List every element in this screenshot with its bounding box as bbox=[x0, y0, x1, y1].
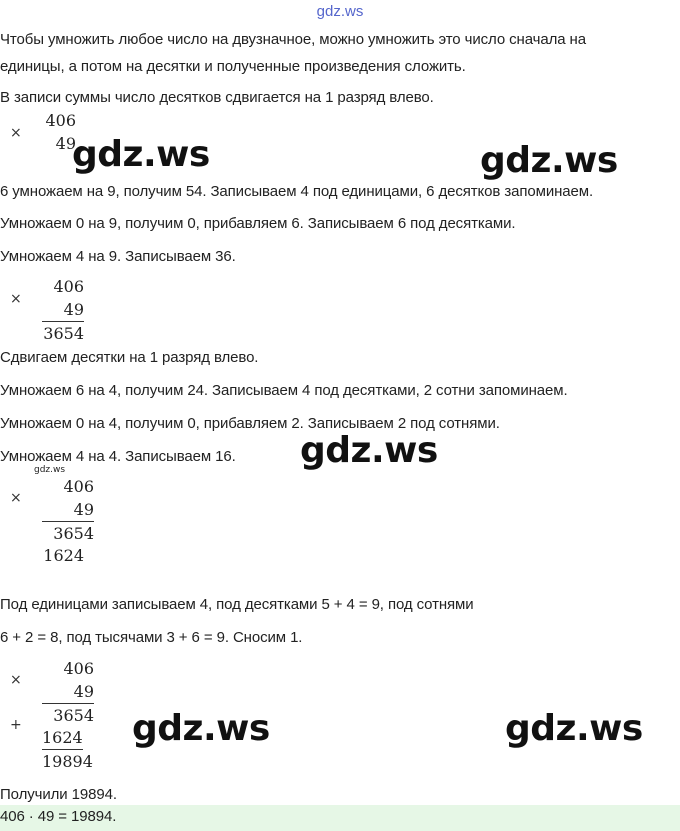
site-title[interactable]: gdz.ws bbox=[316, 3, 364, 20]
step1-line-1: 6 умножаем на 9, получим 54. Записываем 4 под единицами, 6 десятков запоминаем. bbox=[0, 183, 594, 200]
answer: 406 · 49 = 19894. bbox=[0, 808, 117, 825]
partial-product-1: 3654 bbox=[43, 324, 84, 343]
step3-line-1: Под единицами записываем 4, под десятками 5 + 4 = 9, под сотнями bbox=[0, 596, 474, 613]
multiplier: 49 bbox=[55, 134, 76, 153]
times-sign: × bbox=[10, 291, 22, 307]
multiplier: 49 bbox=[42, 298, 84, 322]
multiplicand: 406 bbox=[53, 277, 84, 296]
intro-line-2: единицы, а потом на десятки и полученные произведения сложить. bbox=[0, 58, 466, 75]
partial-product-2: 1624 bbox=[42, 726, 83, 750]
watermark: gdz.ws bbox=[505, 708, 643, 749]
column-multiplication-1 bbox=[42, 109, 76, 155]
watermark: gdz.ws bbox=[132, 708, 270, 749]
multiplier: 49 bbox=[42, 498, 94, 522]
total-product: 19894 bbox=[42, 752, 93, 771]
times-sign: × bbox=[10, 490, 22, 506]
step2-line-1: Сдвигаем десятки на 1 разряд влево. bbox=[0, 349, 259, 366]
watermark: gdz.ws bbox=[72, 134, 210, 175]
step2-line-3: Умножаем 0 на 4, получим 0, прибавляем 2. Записываем 2 под сотнями. bbox=[0, 415, 500, 432]
partial-product-2-shifted bbox=[42, 544, 84, 567]
conclusion: Получили 19894. bbox=[0, 786, 117, 803]
column-multiplication-4 bbox=[42, 657, 94, 727]
step1-line-2: Умножаем 0 на 9, получим 0, прибавляем 6. Записываем 6 под десятками. bbox=[0, 215, 516, 232]
times-sign: × bbox=[10, 125, 22, 141]
watermark: gdz.ws bbox=[480, 140, 618, 181]
watermark: gdz.ws bbox=[300, 430, 438, 471]
column-sum bbox=[42, 726, 94, 773]
multiplicand: 406 bbox=[45, 111, 76, 130]
watermark-small: gdz.ws bbox=[34, 465, 66, 475]
step3-line-2: 6 + 2 = 8, под тысячами 3 + 6 = 9. Сносим 1. bbox=[0, 629, 303, 646]
partial-product-2: 1624 bbox=[43, 546, 84, 565]
column-multiplication-3 bbox=[42, 475, 94, 545]
multiplier: 49 bbox=[42, 680, 94, 704]
multiplicand: 406 bbox=[63, 659, 94, 678]
times-sign: × bbox=[10, 672, 22, 688]
intro-line-1: Чтобы умножить любое число на двузначное, можно умножить это число сначала на bbox=[0, 31, 586, 48]
answer-highlight bbox=[0, 805, 680, 831]
partial-product-1: 3654 bbox=[53, 524, 94, 543]
partial-product-1: 3654 bbox=[53, 706, 94, 725]
multiplicand: 406 bbox=[63, 477, 94, 496]
plus-sign: + bbox=[10, 717, 22, 733]
column-multiplication-2 bbox=[42, 275, 84, 345]
step1-line-3: Умножаем 4 на 9. Записываем 36. bbox=[0, 248, 236, 265]
step2-line-4: Умножаем 4 на 4. Записываем 16. bbox=[0, 448, 236, 465]
intro-line-3: В записи суммы число десятков сдвигается на 1 разряд влево. bbox=[0, 89, 434, 106]
step2-line-2: Умножаем 6 на 4, получим 24. Записываем 4 под десятками, 2 сотни запоминаем. bbox=[0, 382, 568, 399]
